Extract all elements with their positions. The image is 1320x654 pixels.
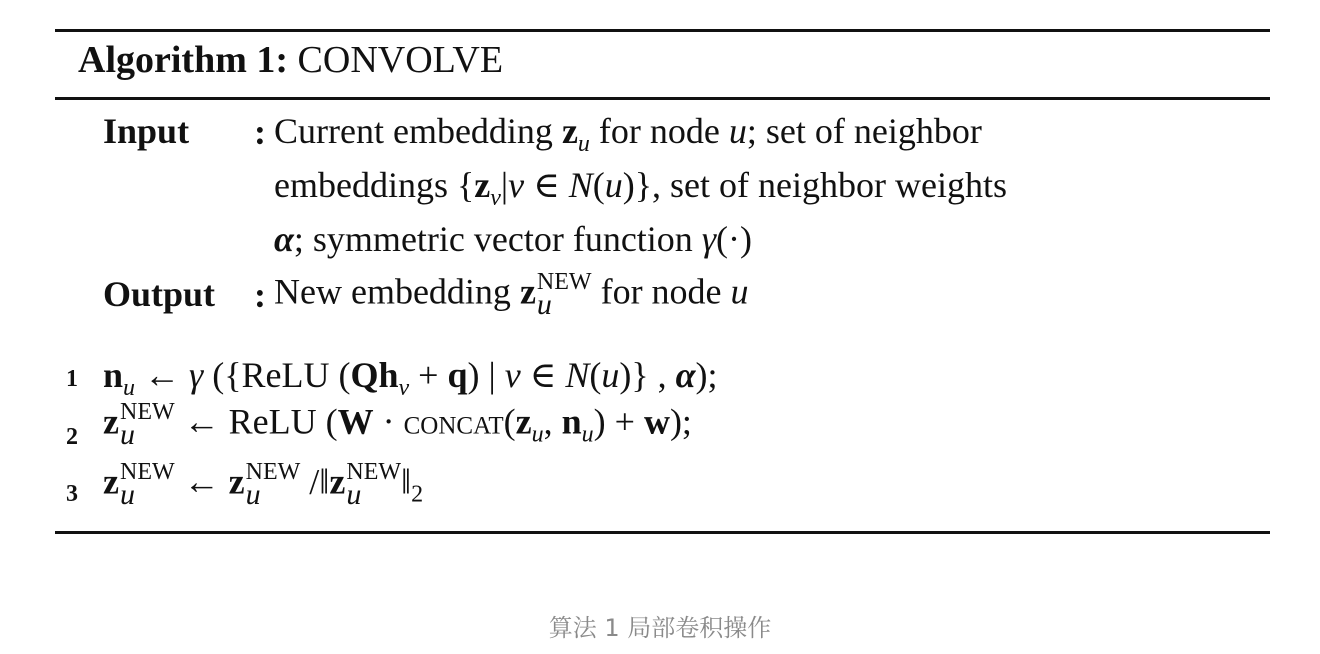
step-2: z NEW u ← ReLU ($W \cdot concat(z_u$, $n_u) + w$); [103, 399, 692, 451]
step-2-number: 2 [66, 424, 78, 450]
algorithm-label: Algorithm 1: [78, 39, 289, 81]
algorithm-name: CONVOLVE [297, 39, 504, 81]
step-3: z NEW u ← z NEW u /‖z NEW u $‖_2$ [103, 459, 424, 511]
bottom-rule [55, 531, 1270, 534]
input-line-1: Current embedding $z_u$ for node u; set of neighbor [274, 111, 982, 158]
step-3-number: 3 [66, 481, 78, 507]
step-1: $n_u$ ← γ ({ReLU $(Qh_v + q)$ | v ∈ N(u)} , α); [103, 355, 718, 402]
input-line-3: α; symmetric vector function γ(·) [274, 219, 752, 259]
top-rule [55, 29, 1270, 32]
output-colon: : [254, 275, 266, 315]
output-label: Output [103, 274, 216, 314]
output-line: New embedding z NEW u for node u [274, 269, 749, 321]
input-line-2: embeddings {$z_v|v$ ∈ N(u)}, set of neighbor weights [274, 165, 1007, 212]
figure-caption: 算法 1 局部卷积操作 [548, 614, 772, 642]
input-colon: : [254, 112, 266, 152]
step-1-number: 1 [66, 366, 78, 392]
header-rule [55, 97, 1270, 100]
algorithm-title [78, 38, 503, 82]
input-label: Input [103, 111, 190, 151]
